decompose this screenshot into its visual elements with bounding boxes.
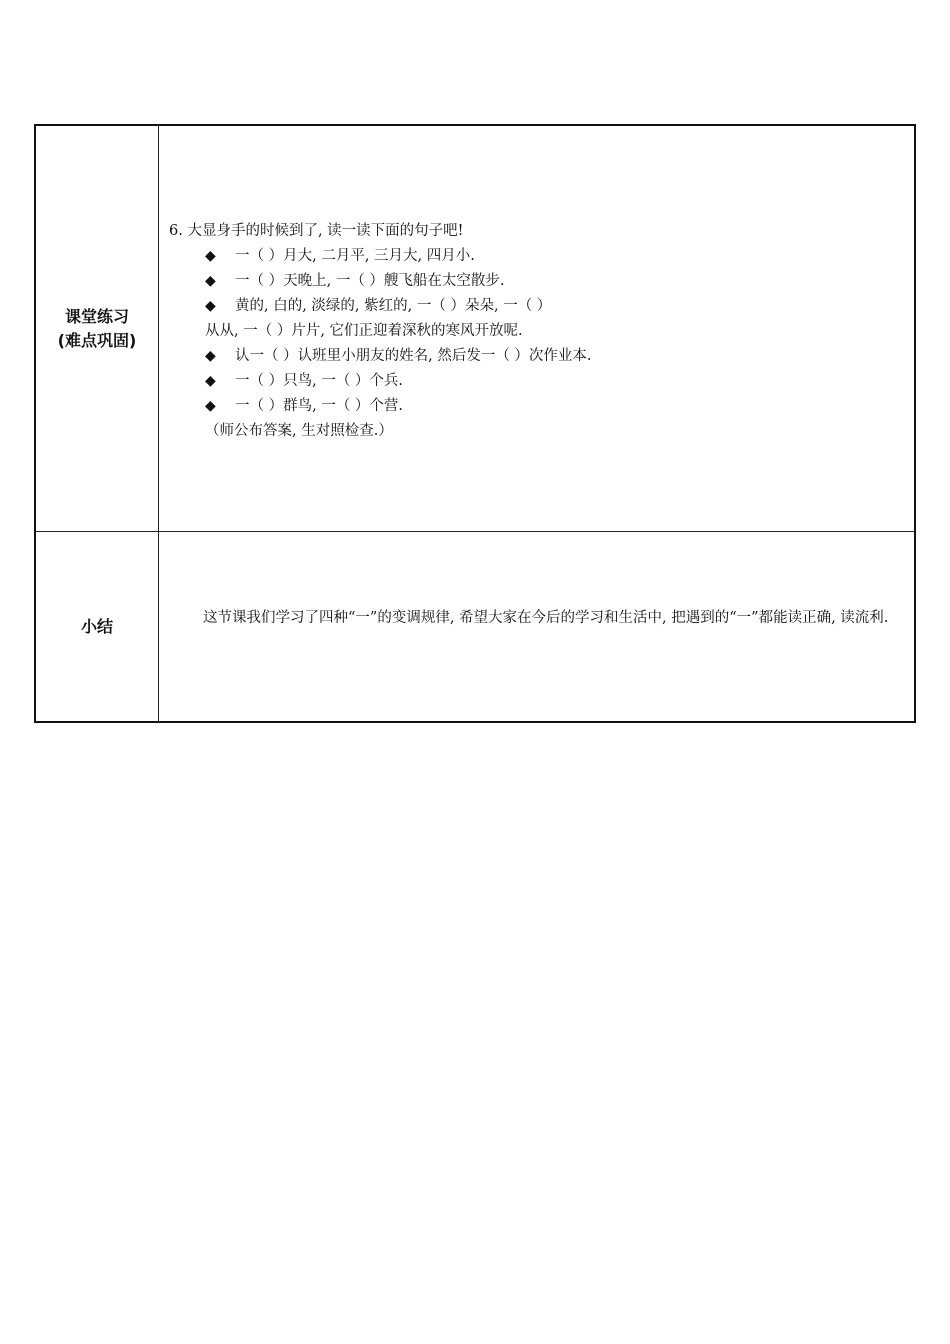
- exercise-item: [169, 244, 904, 269]
- exercise-label-subtitle: (难点巩固): [57, 330, 137, 350]
- exercise-item-text: 一（ ）只鸟, 一（ ）个兵.: [235, 373, 404, 389]
- exercise-block: [169, 213, 904, 444]
- exercise-item: [169, 369, 904, 394]
- exercise-item: [169, 344, 904, 369]
- exercise-content-cell: [159, 125, 916, 532]
- exercise-row: [35, 125, 915, 532]
- exercise-item-text: 一（ ）群鸟, 一（ ）个营.: [235, 398, 404, 414]
- exercise-label-cell: [35, 125, 159, 532]
- diamond-bullet-icon: ◆: [205, 373, 216, 389]
- lesson-plan-table: [34, 124, 916, 723]
- summary-text: 这节课我们学习了四种“一”的变调规律, 希望大家在今后的学习和生活中, 把遇到的“一”都能读正确, 读流利.: [203, 610, 889, 626]
- exercise-teacher-note: （师公布答案, 生对照检查.）: [205, 423, 393, 439]
- diamond-bullet-icon: ◆: [205, 248, 216, 264]
- exercise-item: [169, 294, 904, 319]
- exercise-heading: 6. 大显身手的时候到了, 读一读下面的句子吧!: [169, 223, 464, 239]
- summary-content-cell: [159, 532, 916, 723]
- exercise-item-text: 一（ ）天晚上, 一（ ）艘飞船在太空散步.: [235, 273, 505, 289]
- lesson-table-container: [34, 124, 916, 723]
- exercise-item-text: 黄的, 白的, 淡绿的, 紫红的, 一（ ）朵朵, 一（ ）: [235, 298, 552, 314]
- summary-row: [35, 532, 915, 723]
- exercise-item-continuation: 从从, 一（ ）片片, 它们正迎着深秋的寒风开放呢.: [205, 323, 523, 339]
- exercise-label-title: 课堂练习: [64, 306, 129, 326]
- diamond-bullet-icon: ◆: [205, 398, 216, 414]
- exercise-item: [169, 394, 904, 419]
- summary-label: 小结: [80, 616, 113, 636]
- exercise-item-text: 一（ ）月大, 二月平, 三月大, 四月小.: [235, 248, 475, 264]
- exercise-item-text: 认一（ ）认班里小朋友的姓名, 然后发一（ ）次作业本.: [235, 348, 592, 364]
- summary-label-cell: [35, 532, 159, 723]
- diamond-bullet-icon: ◆: [205, 298, 216, 314]
- exercise-item: [169, 269, 904, 294]
- diamond-bullet-icon: ◆: [205, 273, 216, 289]
- diamond-bullet-icon: ◆: [205, 348, 216, 364]
